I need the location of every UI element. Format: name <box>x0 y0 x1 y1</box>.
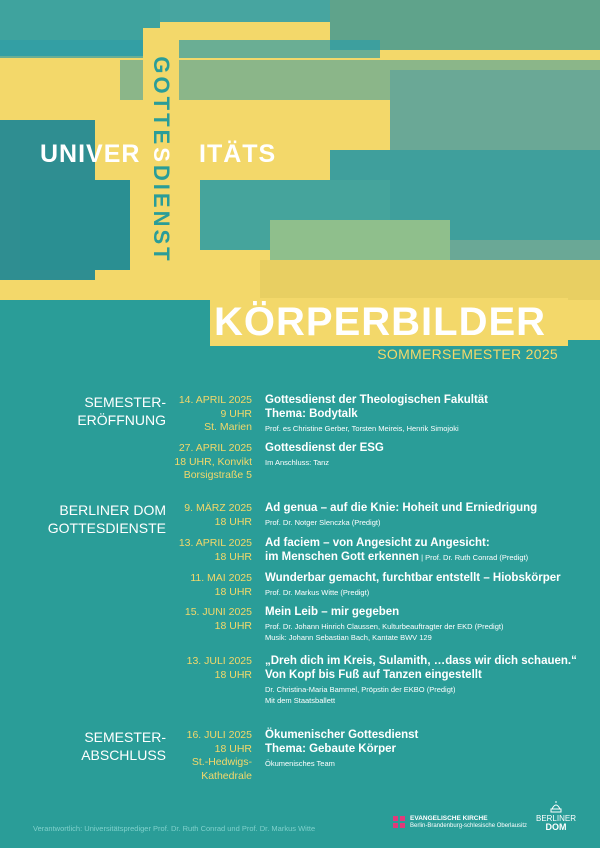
event-datetime-line: Borsigstraße 5 <box>183 469 252 481</box>
event-detail-line: Prof. Dr. Markus Witte (Predigt) <box>265 588 370 597</box>
ekbo-region: Berlin-Brandenburg-schlesische Oberlausitz <box>410 822 528 829</box>
event-body <box>265 654 595 706</box>
dom-line2: DOM <box>545 822 567 832</box>
universitaets-heading: UNIVER ITÄTS <box>40 140 277 168</box>
event-datetime-line: 18 UHR <box>214 668 252 681</box>
event-datetime-line: 18 UHR <box>214 515 252 528</box>
event-title-line: Thema: Gebaute Körper <box>265 743 396 755</box>
event-body <box>265 728 595 769</box>
event-title <box>265 728 595 756</box>
event-body <box>265 441 595 468</box>
event-title-line: Gottesdienst der ESG <box>265 442 384 454</box>
event-title-line: Von Kopf bis Fuß auf Tanzen eingestellt <box>265 669 482 681</box>
event-datetime-line: 16. JULI 2025 <box>186 729 252 741</box>
event-datetime-line: Kathedrale <box>201 769 252 782</box>
event-detail-line: Prof. Dr. Johann Hinrich Claussen, Kulturbeauftragter der EKD (Predigt) <box>265 622 504 631</box>
event-datetime-line: 27. APRIL 2025 <box>178 442 252 454</box>
section-label-line: ERÖFFNUNG <box>77 412 166 428</box>
event-datetime <box>185 606 252 633</box>
ekbo-name: EVANGELISCHE KIRCHE <box>410 814 488 822</box>
event-detail-line: Mit dem Staatsballett <box>265 696 336 705</box>
event-datetime <box>174 442 252 483</box>
event-body <box>265 605 595 643</box>
event-datetime-line: 13. JULI 2025 <box>186 655 252 667</box>
responsible-note: Verantwortlich: Universitätsprediger Prof. Dr. Ruth Conrad und Prof. Dr. Markus Witte <box>33 824 316 833</box>
section-label-line: SEMESTER- <box>84 394 166 410</box>
berliner-dom-logo <box>532 800 580 832</box>
event-details <box>265 423 595 434</box>
event-details <box>265 457 595 468</box>
event-detail-line: Musik: Johann Sebastian Bach, Kantate BWV 129 <box>265 633 432 642</box>
section-label <box>48 501 166 537</box>
event-body <box>265 571 595 598</box>
dom-line1: BERLINER <box>535 814 576 823</box>
event-details <box>265 621 595 643</box>
event-body <box>265 536 595 565</box>
event-datetime-line: St. Marien <box>204 421 252 433</box>
event-title-line: Wunderbar gemacht, furchtbar entstellt – Hiobskörper <box>265 572 561 584</box>
event-details <box>265 587 595 598</box>
event-datetime-line: 13. APRIL 2025 <box>178 537 252 549</box>
event-title <box>265 571 595 585</box>
event-datetime-line: 9. MÄRZ 2025 <box>184 502 252 514</box>
event-datetime-line: 9 UHR <box>220 407 252 420</box>
event-title-line: „Dreh dich im Kreis, Sulamith, …dass wir dich schauen.“ <box>265 655 577 667</box>
event-details <box>265 758 595 769</box>
event-datetime-line: 18 UHR <box>214 550 252 563</box>
section-label-line: ABSCHLUSS <box>81 747 166 763</box>
event-title-line: im Menschen Gott erkennen <box>265 551 420 563</box>
event-title <box>265 501 595 515</box>
event-datetime <box>184 502 252 529</box>
event-title <box>265 536 595 565</box>
main-title: KÖRPERBILDER <box>214 300 547 344</box>
event-title-line: Gottesdienst der Theologischen Fakultät <box>265 394 489 406</box>
event-title-line: Mein Leib – mir gegeben <box>265 606 400 618</box>
event-title <box>265 393 595 421</box>
event-datetime-line: 18 UHR <box>214 619 252 632</box>
event-datetime-line: 14. APRIL 2025 <box>178 394 252 406</box>
event-title <box>265 441 595 455</box>
event-datetime-line: St.-Hedwigs- <box>191 756 252 768</box>
dome-icon <box>549 800 563 814</box>
event-detail-line: Prof. Dr. Notger Slenczka (Predigt) <box>265 518 381 527</box>
section-label <box>81 728 166 764</box>
event-details <box>265 517 595 528</box>
event-detail-line: Ökumenisches Team <box>265 759 335 768</box>
event-datetime <box>187 729 252 783</box>
event-title <box>265 605 595 619</box>
event-title-line: Ad genua – auf die Knie: Hoheit und Erniedrigung <box>265 502 538 514</box>
event-datetime <box>190 572 252 599</box>
semester-subtitle: SOMMERSEMESTER 2025 <box>377 346 558 362</box>
event-title-line: Ad faciem – von Angesicht zu Angesicht: <box>265 537 490 549</box>
event-title-note: | Prof. Dr. Ruth Conrad (Predigt) <box>419 553 529 562</box>
event-details <box>265 684 595 706</box>
event-title <box>265 654 595 682</box>
event-datetime-line: 11. MAI 2025 <box>190 572 252 584</box>
event-detail-line: Im Anschluss: Tanz <box>265 458 330 467</box>
event-body <box>265 393 595 434</box>
event-datetime-line: 18 UHR, Konvikt <box>174 455 252 468</box>
event-detail-line: Prof. es Christine Gerber, Torsten Meireis, Henrik Simojoki <box>265 424 459 433</box>
ekbo-cross-icon <box>392 815 406 829</box>
gottesdienst-vertical: GOTTESDIENST <box>149 56 174 264</box>
event-body <box>265 501 595 528</box>
event-datetime-line: 18 UHR <box>214 585 252 598</box>
event-datetime <box>179 394 252 435</box>
event-datetime <box>179 537 252 564</box>
event-datetime-line: 15. JUNI 2025 <box>184 606 252 618</box>
section-label-line: BERLINER DOM <box>59 502 166 518</box>
event-title-line: Thema: Bodytalk <box>265 408 358 420</box>
event-title-line: Ökumenischer Gottesdienst <box>265 729 419 741</box>
section-label-line: SEMESTER- <box>84 729 166 745</box>
section-label-line: GOTTESDIENSTE <box>47 520 166 536</box>
event-detail-line: Dr. Christina-Maria Bammel, Pröpstin der EKBO (Predigt) <box>265 685 456 694</box>
event-datetime-line: 18 UHR <box>214 742 252 755</box>
event-datetime <box>187 655 252 682</box>
section-label <box>77 393 166 429</box>
ekbo-logo <box>392 810 527 834</box>
